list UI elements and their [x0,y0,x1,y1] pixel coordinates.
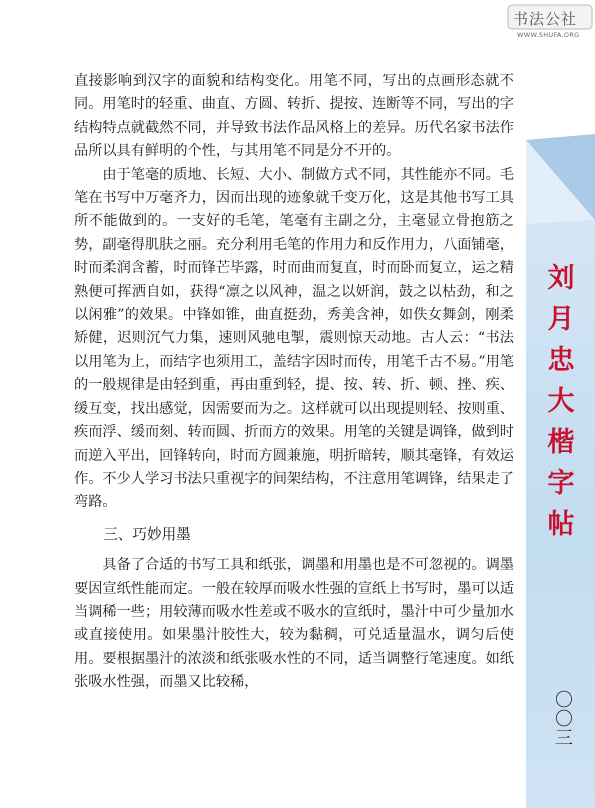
title-char: 忠 [547,345,575,376]
page-number: 〇〇三 [552,690,573,747]
site-logo [505,2,595,46]
title-char: 字 [547,468,575,499]
title-char: 楷 [547,427,575,458]
paragraph: 直接影响到汉字的面貌和结构变化。用笔不同，写出的点画形态就不同。用笔时的轻重、曲直、方圆、转折、提按、连断等不同，写出的字结构特点就截然不同，并导致书法作品风格上的差异。历代名家书法作品所以具有鲜明的个性，与其用笔不同是分不开的。 [74,73,514,160]
section-heading: 三、巧妙用墨 [103,525,191,543]
paragraph: 由于笔毫的质地、长短、大小、制做方式不同，其性能亦不同。毛笔在书写中万毫齐力，因而出现的迹象就千变万化，这是其他书写工具所不能做到的。一支好的毛笔，笔毫有主副之分，主毫显立骨抱筋之势，副毫得肌肤之丽。充分利用毛笔的作用力和反作用力，八面铺毫，时而柔润含蓄，时而锋芒毕露，时而曲而复直，时而卧而复立，运之精熟便可挥洒自如，获得“凛之以风神，温之以妍润，鼓之以枯劲，和之以闲雅”的效果。中锋如锥，曲直挺劲，秀美含神，如佚女舞剑，刚柔矫健，迟则沉气力集，速则风驰电掣，震则惊天动地。古人云：“书法以用笔为上，而结字也须用工，盖结字因时而传，用笔千古不易。”用笔的一般规律是由轻到重，再由重到轻，提、按、转、折、顿、挫、疾、缓互变，找出感觉，因需要而为之。这样就可以出现提则轻、按则重、疾而浮、缓而刻、转而圆、折而方的效果。用笔的关键是调锋，做到时而逆入平出，回锋转向，时而方圆兼施，明折暗转，顺其毫锋，有效运作。不少人学习书法只重视字的间架结构，不注意用笔调锋，结果走了弯路。 [74,166,514,511]
title-char: 刘 [547,263,575,294]
book-title-vertical [541,258,581,545]
title-char: 帖 [547,509,575,540]
logo-url: WWW.SHUFA.ORG [517,31,580,39]
side-band-corner-icon [526,134,595,224]
title-char: 月 [547,304,575,335]
title-char: 大 [547,386,575,417]
page-body [74,70,514,695]
paragraph: 具备了合适的书写工具和纸张，调墨和用墨也是不可忽视的。调墨要因宣纸性能而定。一般在较厚而吸水性强的宣纸上书写时，墨可以适当调稀一些；用较薄而吸水性差或不吸水的宣纸时，墨汁中可少量加水或直接使用。如果墨汁胶性大，较为黏稠，可兑适量温水，调匀后使用。要根据墨汁的浓淡和纸张吸水性的不同，适当调整行笔速度。如纸张吸水性强，而墨又比较稀， [74,557,514,691]
logo-text: 书法公社 [513,10,578,28]
